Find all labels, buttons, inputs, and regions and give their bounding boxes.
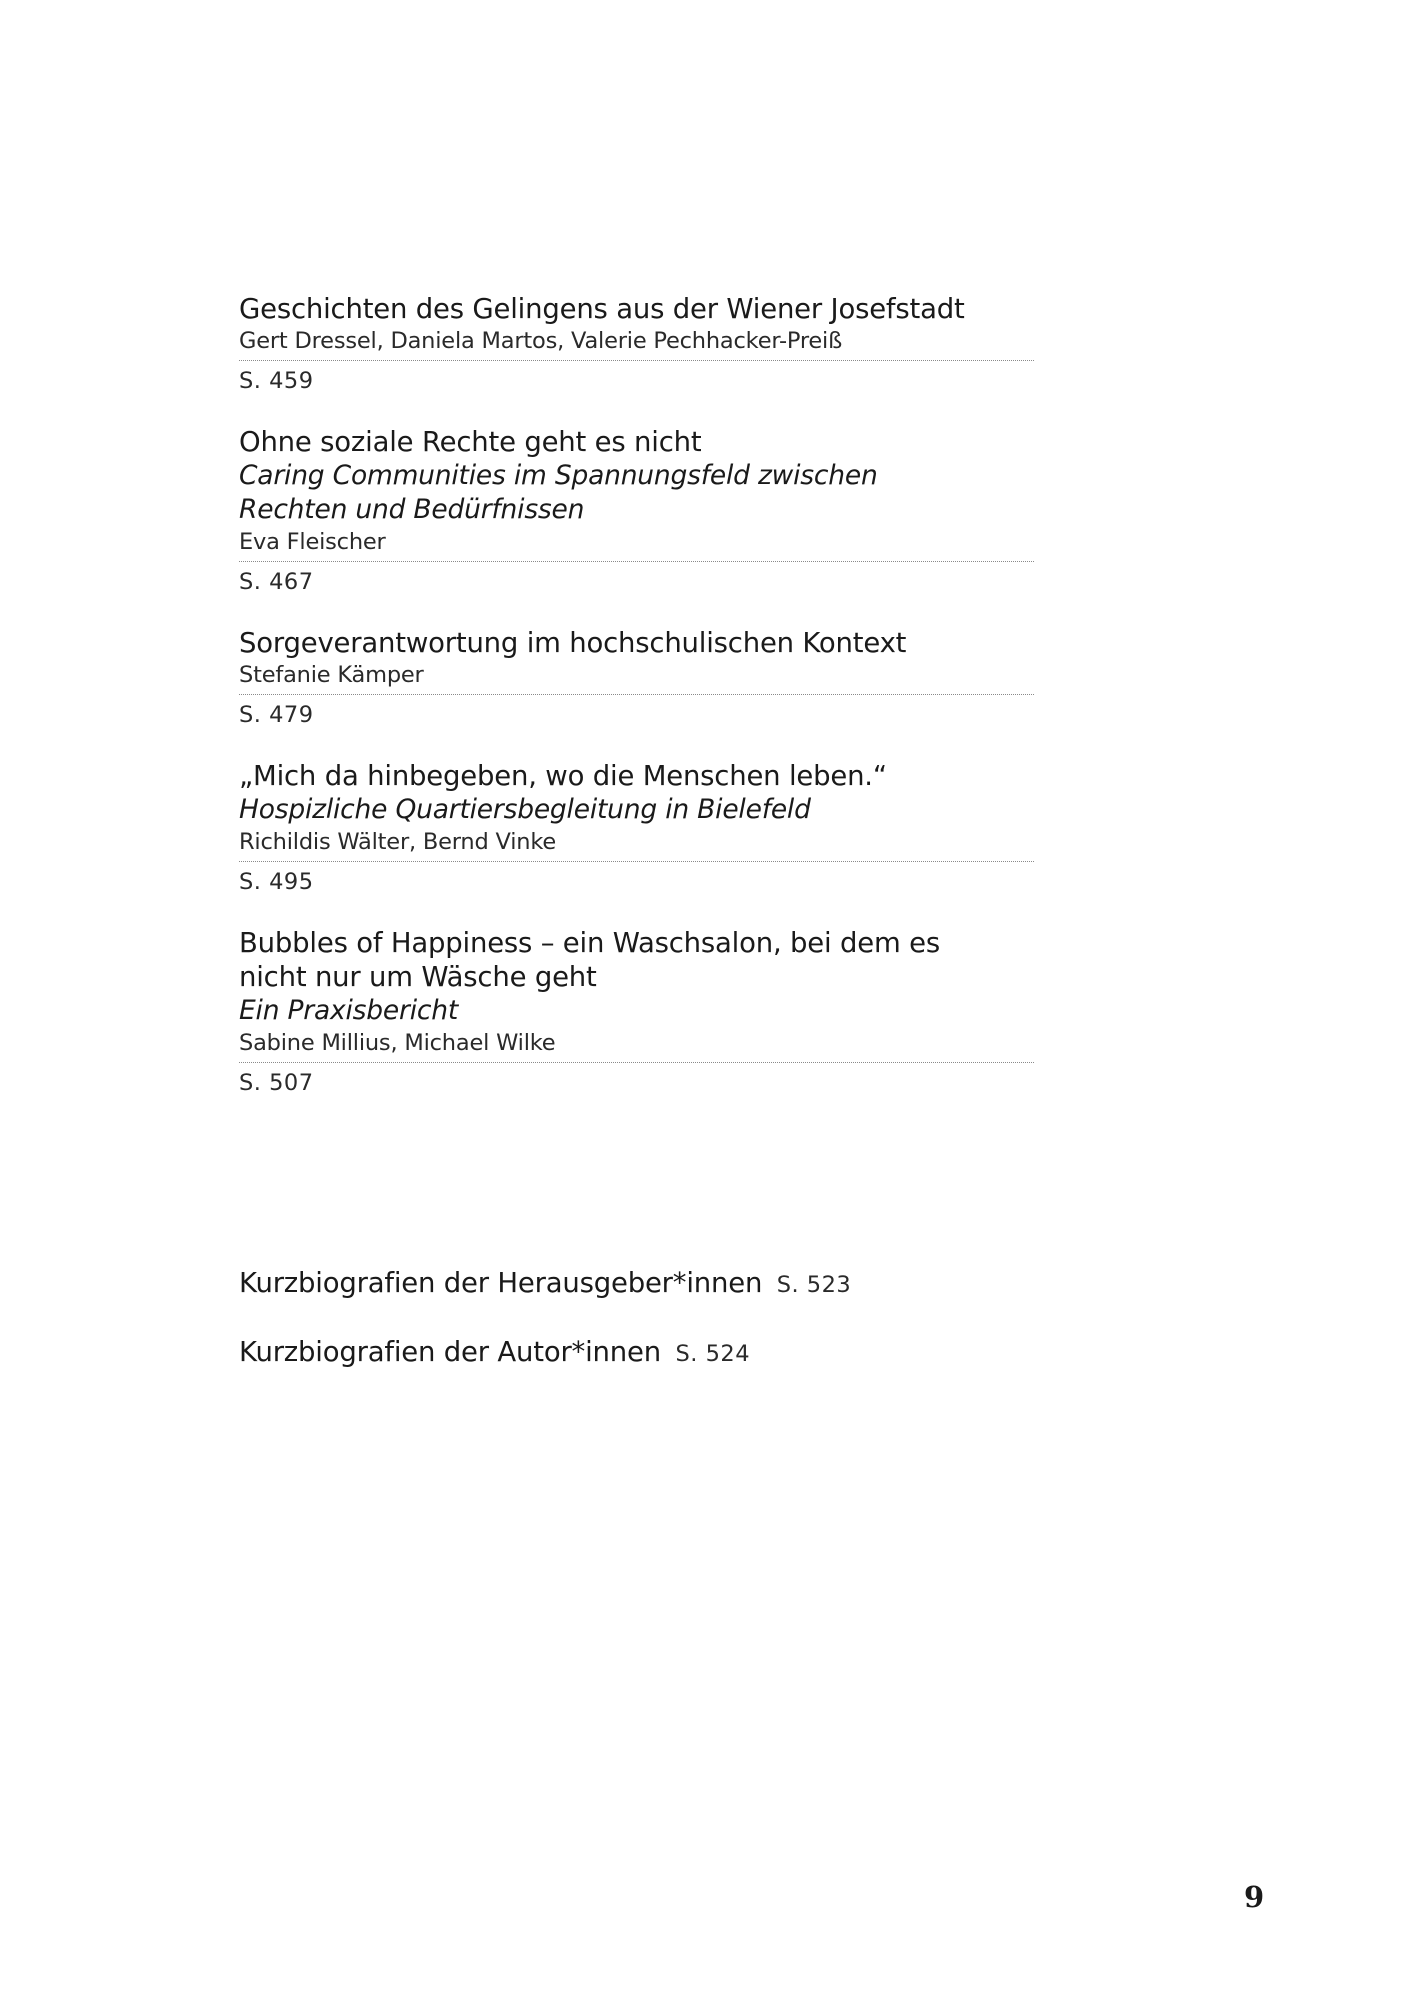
entry-subtitle: Caring Communities im Spannungsfeld zwischen [239, 460, 878, 491]
entry-title: Geschichten des Gelingens aus der Wiener Josefstadt [239, 293, 965, 325]
bio-title: Kurzbiografien der Herausgeber*innen [239, 1267, 763, 1299]
dotted-divider [239, 561, 1034, 562]
entry-authors: Stefanie Kämper [239, 662, 424, 688]
bio-entry [239, 1335, 1139, 1371]
entry-subtitle: Rechten und Bedürfnissen [239, 494, 585, 525]
entry-page-reference: S. 495 [239, 869, 314, 895]
entry-page-reference: S. 459 [239, 368, 314, 394]
entry-page-reference: S. 507 [239, 1070, 314, 1096]
bio-page-reference: S. 524 [675, 1341, 751, 1367]
entry-page-reference: S. 467 [239, 569, 314, 595]
entry-authors: Eva Fleischer [239, 529, 386, 555]
toc-entry [239, 292, 1034, 397]
entry-title: Sorgeverantwortung im hochschulischen Kontext [239, 627, 907, 659]
dotted-divider [239, 861, 1034, 862]
toc-entry [239, 425, 1034, 598]
entry-authors: Gert Dressel, Daniela Martos, Valerie Pechhacker-Preiß [239, 328, 843, 354]
entry-title: nicht nur um Wäsche geht [239, 961, 597, 993]
dotted-divider [239, 360, 1034, 361]
dotted-divider [239, 694, 1034, 695]
toc-entry [239, 759, 1034, 898]
entry-page-reference: S. 479 [239, 702, 314, 728]
entry-authors: Richildis Wälter, Bernd Vinke [239, 829, 557, 855]
page-number: 9 [1244, 1880, 1265, 1914]
dotted-divider [239, 1062, 1034, 1063]
entry-title: Ohne soziale Rechte geht es nicht [239, 426, 702, 458]
entry-authors: Sabine Millius, Michael Wilke [239, 1030, 556, 1056]
bio-page-reference: S. 523 [776, 1272, 852, 1298]
bio-entry [239, 1266, 1139, 1302]
entry-title: Bubbles of Happiness – ein Waschsalon, bei dem es [239, 927, 940, 959]
biographies-section [239, 1266, 1139, 1371]
entry-subtitle: Hospizliche Quartiersbegleitung in Bielefeld [239, 794, 811, 825]
toc-entry [239, 926, 1034, 1099]
table-of-contents [239, 292, 1034, 1099]
entry-title: „Mich da hinbegeben, wo die Menschen leben.“ [239, 760, 887, 792]
bio-title: Kurzbiografien der Autor*innen [239, 1336, 661, 1368]
toc-entry [239, 626, 1034, 731]
entry-subtitle: Ein Praxisbericht [239, 995, 459, 1026]
